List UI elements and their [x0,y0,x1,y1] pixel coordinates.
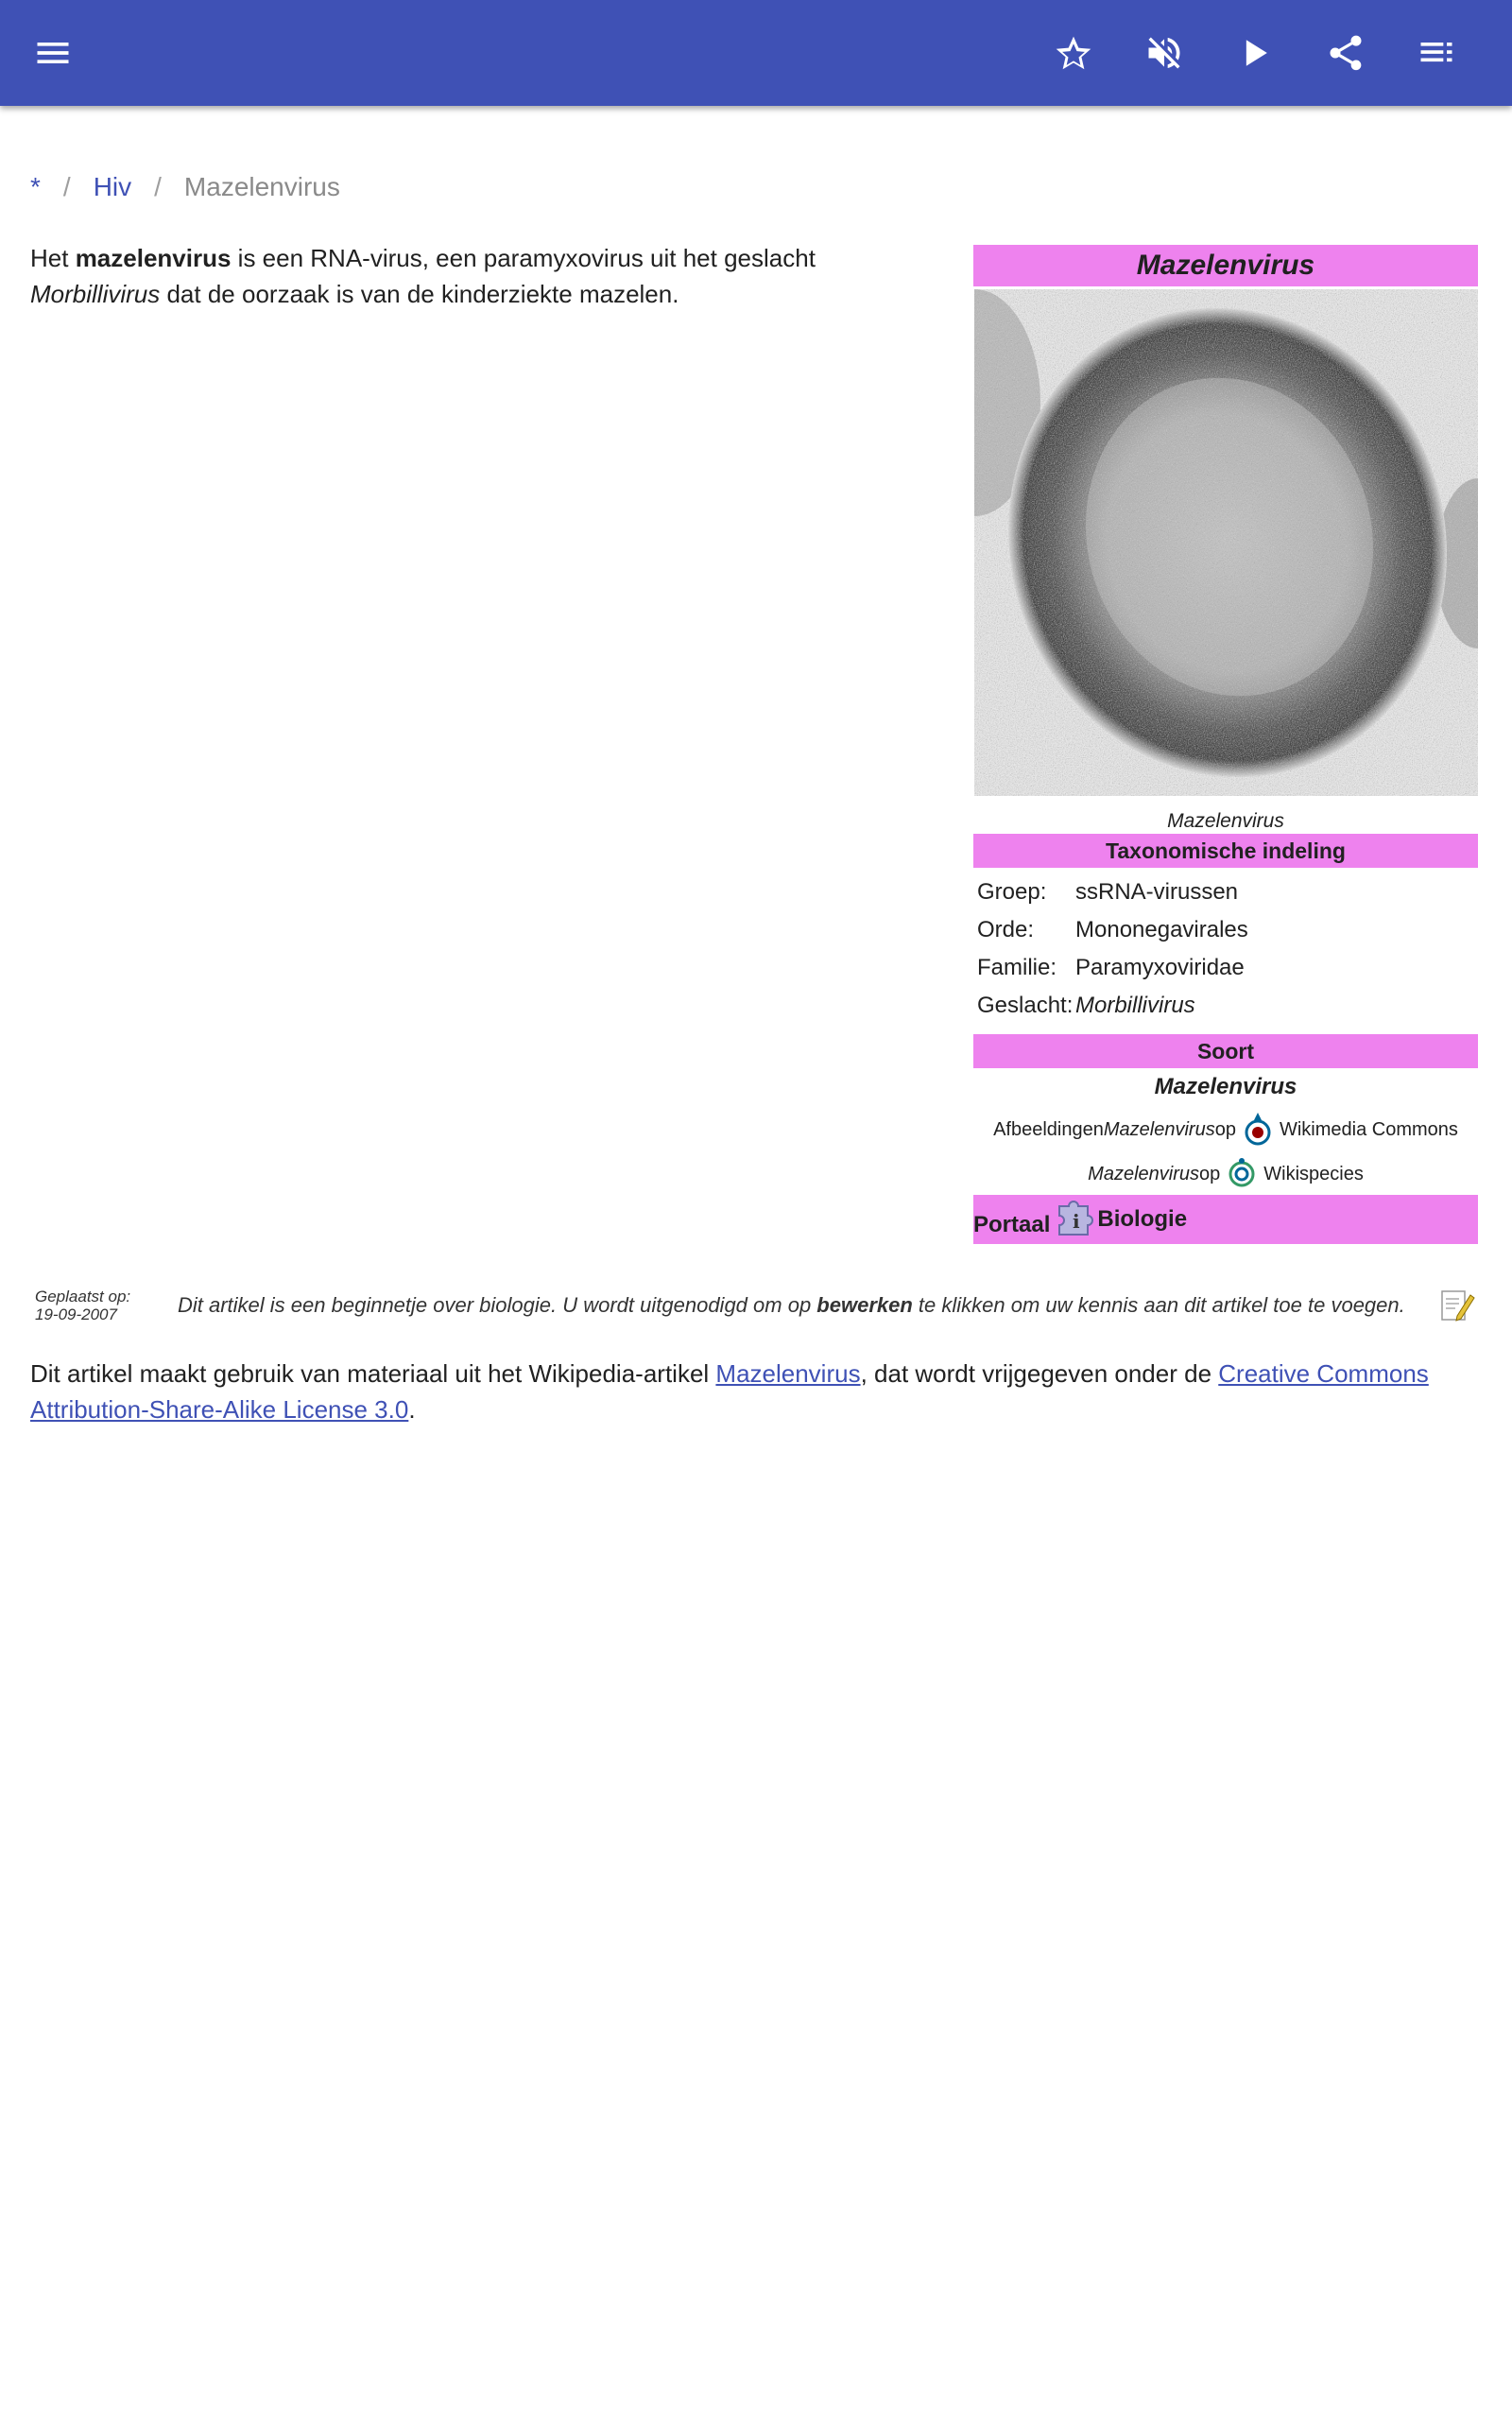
favorite-button[interactable] [1047,26,1100,79]
volume-off-icon [1143,32,1185,74]
stub-text: Dit artikel is een beginnetje over biologie. U wordt uitgenodigd om op [178,1293,817,1317]
attribution-text: Dit artikel maakt gebruik van materiaal uit het Wikipedia-artikel [30,1359,716,1388]
svg-text:i: i [1073,1210,1080,1233]
breadcrumb-separator: / [154,172,162,201]
intro-text: Het [30,244,76,272]
commons-link[interactable]: Wikimedia Commons [1279,1118,1458,1140]
species-header: Soort [973,1034,1478,1068]
stub-date [35,1288,130,1323]
stub-date-value: 19-09-2007 [35,1305,117,1323]
intro-text: is een RNA-virus, een paramyxovirus uit het geslacht [231,244,816,272]
portal-label: Portaal [973,1212,1051,1237]
breadcrumb-separator: / [62,172,71,201]
commons-species: Mazelenvirus [1103,1118,1215,1140]
wikispecies-link-row [973,1153,1478,1195]
play-icon [1234,32,1276,74]
infobox [973,245,1478,1244]
stub-message [178,1293,1405,1318]
breadcrumb-parent[interactable]: Hiv [93,172,132,201]
star-icon [1053,32,1094,74]
commons-link-row [973,1106,1478,1153]
share-icon [1325,32,1366,74]
puzzle-icon [1054,1197,1095,1238]
stub-text: te klikken om uw kennis aan dit artikel toe te voegen. [912,1293,1405,1317]
taxonomy-value: Paramyxoviridae [1075,955,1245,980]
attribution-text: , dat wordt vrijgegeven onder de [860,1359,1219,1388]
license-link[interactable]: Creative Commons Attribution-Share-Alike License 3.0 [30,1359,1429,1424]
intro-text: dat de oorzaak is van de kinderziekte mazelen. [160,280,679,308]
wikipedia-article-link[interactable]: Mazelenvirus [715,1359,861,1388]
contents-button[interactable] [1410,26,1463,79]
infobox-caption: Mazelenvirus [1167,810,1284,832]
taxonomy-key: Orde: [977,917,1035,942]
taxonomy-key: Familie: [977,955,1057,980]
species-name: Mazelenvirus [1154,1074,1297,1099]
attribution-paragraph [30,1356,1482,1427]
stub-date-label: Geplaatst op: [35,1288,131,1305]
commons-text: Afbeeldingen [993,1118,1104,1140]
menu-icon [32,32,74,74]
taxonomy-row [973,987,1478,1025]
commons-text: op [1214,1118,1236,1140]
stub-edit-link[interactable]: bewerken [816,1293,913,1317]
taxonomy-header: Taxonomische indeling [973,834,1478,868]
intro-italic-term: Morbillivirus [30,280,161,308]
portal-bar[interactable] [973,1195,1478,1244]
virus-micrograph-image[interactable] [974,289,1478,796]
attribution-text: . [408,1395,416,1424]
mute-button[interactable] [1138,26,1191,79]
playlist-icon [1416,32,1457,74]
taxonomy-row [973,911,1478,949]
taxonomy-value: Morbillivirus [1075,993,1195,1018]
taxonomy-key: Geslacht: [977,993,1074,1018]
play-button[interactable] [1228,26,1281,79]
breadcrumb [30,168,340,206]
breadcrumb-current: Mazelenvirus [183,172,340,201]
wikispecies-link[interactable]: Wikispecies [1263,1163,1364,1184]
taxonomy-value: Mononegavirales [1075,917,1248,942]
edit-icon[interactable] [1436,1286,1476,1325]
wikispecies-icon [1226,1155,1258,1193]
share-button[interactable] [1319,26,1372,79]
portal-name: Biologie [1097,1206,1188,1232]
intro-bold-term: mazelenvirus [75,244,232,272]
app-bar [0,0,1512,106]
wikispecies-text: op [1199,1163,1221,1184]
taxonomy-table [973,873,1478,1025]
infobox-title: Mazelenvirus [973,245,1478,286]
stub-notice [30,1282,1482,1329]
taxonomy-row [973,873,1478,911]
wikispecies-species: Mazelenvirus [1088,1163,1199,1184]
taxonomy-value: ssRNA-virussen [1075,879,1239,905]
taxonomy-key: Groep: [977,879,1047,905]
menu-button[interactable] [26,26,79,79]
breadcrumb-root[interactable]: * [30,172,41,201]
intro-paragraph [30,240,952,312]
taxonomy-row [973,949,1478,987]
wikimedia-commons-icon [1242,1111,1274,1149]
